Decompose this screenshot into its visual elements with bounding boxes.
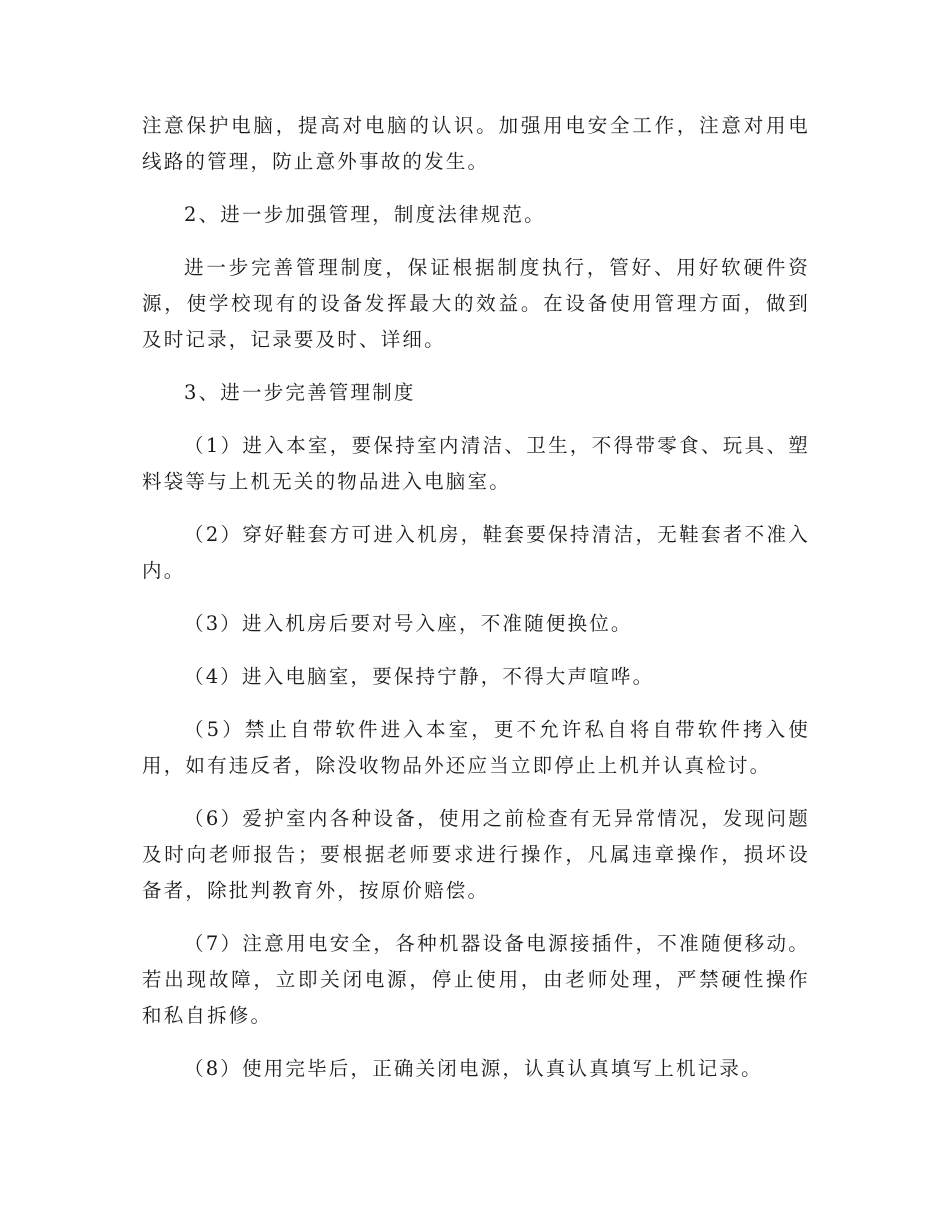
- paragraph-continuation: 注意保护电脑，提高对电脑的认识。加强用电安全工作，注意对用电线路的管理，防止意外事故的发生。: [142, 114, 810, 173]
- rule-item-5: （5）禁止自带软件进入本室，更不允许私自将自带软件拷入使用，如有违反者，除没收物品外还应当立即停止上机并认真检讨。: [142, 718, 810, 777]
- section-heading-2: 2、进一步加强管理，制度法律规范。: [184, 203, 546, 226]
- rule-item-2: （2）穿好鞋套方可进入机房，鞋套要保持清洁，无鞋套者不准入内。: [142, 523, 810, 582]
- section-heading-3: 3、进一步完善管理制度: [184, 381, 416, 404]
- rule-item-6: （6）爱护室内各种设备，使用之前检查有无异常情况，发现问题及时向老师报告；要根据老师要求进行操作，凡属违章操作，损坏设备者，除批判教育外，按原价赔偿。: [142, 807, 810, 902]
- rule-item-8: （8）使用完毕后，正确关闭电源，认真认真填写上机记录。: [184, 1057, 763, 1080]
- rule-item-7: （7）注意用电安全，各种机器设备电源接插件，不准随便移动。若出现故障，立即关闭电源，停止使用，由老师处理，严禁硬性操作和私自拆修。: [142, 932, 810, 1027]
- rule-item-3: （3）进入机房后要对号入座，不准随便换位。: [184, 612, 633, 635]
- rule-item-4: （4）进入电脑室，要保持宁静，不得大声喧哗。: [184, 665, 655, 688]
- paragraph-management: 进一步完善管理制度，保证根据制度执行，管好、用好软硬件资源，使学校现有的设备发挥最大的效益。在设备使用管理方面，做到及时记录，记录要及时、详细。: [142, 256, 810, 351]
- document-body: [142, 108, 810, 1087]
- rule-item-1: （1）进入本室，要保持室内清洁、卫生，不得带零食、玩具、塑料袋等与上机无关的物品进入电脑室。: [142, 434, 810, 493]
